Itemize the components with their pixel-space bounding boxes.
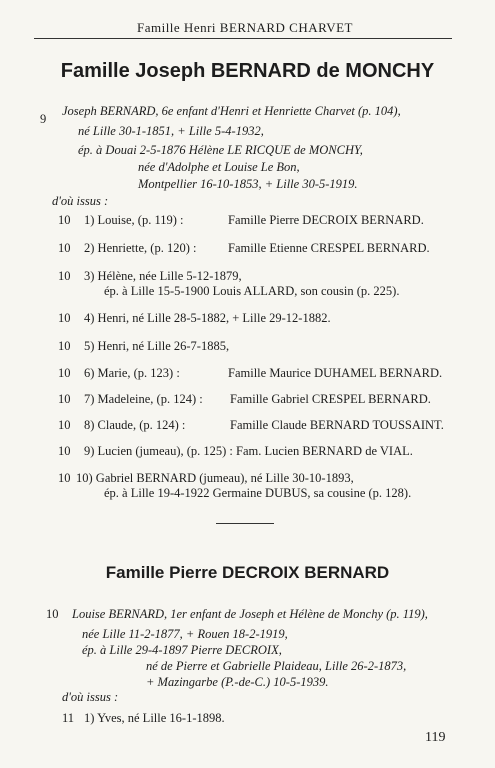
child-family-link: Famille Maurice DUHAMEL BERNARD. (228, 366, 443, 380)
header-rule (34, 38, 452, 39)
child-entry: 7) Madeleine, (p. 124) : (84, 392, 203, 406)
intro-line: Montpellier 16-10-1853, + Lille 30-5-1919. (138, 177, 358, 191)
intro-line: + Mazingarbe (P.-de-C.) 10-5-1939. (146, 675, 329, 689)
child-gen: 10 (58, 213, 71, 227)
intro-line: Louise BERNARD, 1er enfant de Joseph et Hélène de Monchy (p. 119), (72, 607, 428, 621)
child-entry: 2) Henriette, (p. 120) : (84, 241, 197, 255)
intro-line: né Lille 30-1-1851, + Lille 5-4-1932, (78, 124, 264, 138)
running-head: Famille Henri BERNARD CHARVET (136, 20, 354, 35)
child-gen: 10 (58, 444, 71, 458)
child-entry-line2: ép. à Lille 15-5-1900 Louis ALLARD, son cousin (p. 225). (104, 284, 400, 298)
intro-line: ép. à Douai 2-5-1876 Hélène LE RICQUE de MONCHY, (78, 143, 363, 157)
child-entry: 9) Lucien (jumeau), (p. 125) : Fam. Lucien BERNARD de VIAL. (84, 444, 413, 458)
intro-line: ép. à Lille 29-4-1897 Pierre DECROIX, (82, 643, 282, 657)
child-gen: 10 (58, 418, 71, 432)
child-entry: 4) Henri, né Lille 28-5-1882, + Lille 29-12-1882. (84, 311, 331, 325)
child-family-link: Famille Claude BERNARD TOUSSAINT. (230, 418, 444, 432)
intro-line: née d'Adolphe et Louise Le Bon, (138, 160, 300, 174)
child-entry: 1) Louise, (p. 119) : (84, 213, 184, 227)
child-gen: 10 (58, 269, 71, 283)
page-number: 119 (425, 730, 446, 745)
child-gen: 10 (58, 339, 71, 353)
child-entry-line2: ép. à Lille 19-4-1922 Germaine DUBUS, sa cousine (p. 128). (104, 486, 412, 500)
generation-number: 9 (40, 112, 47, 126)
section-divider (216, 523, 274, 524)
generation-number: 10 (46, 607, 59, 621)
child-gen: 10 (58, 471, 71, 485)
child-gen: 10 (58, 366, 71, 380)
child-family-link: Famille Pierre DECROIX BERNARD. (228, 213, 424, 227)
child-entry: 1) Yves, né Lille 16-1-1898. (84, 711, 225, 725)
child-gen: 10 (58, 241, 71, 255)
intro-line: né de Pierre et Gabrielle Plaideau, Lille 26-2-1873, (146, 659, 407, 673)
child-gen: 10 (58, 311, 71, 325)
child-gen: 10 (58, 392, 71, 406)
child-entry: 3) Hélène, née Lille 5-12-1879, (84, 269, 242, 283)
child-entry: 10) Gabriel BERNARD (jumeau), né Lille 30-10-1893, (76, 471, 354, 485)
intro-line: Joseph BERNARD, 6e enfant d'Henri et Henriette Charvet (p. 104), (62, 104, 401, 118)
intro-line: d'où issus : (62, 690, 119, 704)
intro-line: d'où issus : (52, 194, 109, 208)
intro-line: née Lille 11-2-1877, + Rouen 18-2-1919, (82, 627, 288, 641)
child-family-link: Famille Gabriel CRESPEL BERNARD. (230, 392, 431, 406)
section-title-joseph: Famille Joseph BERNARD de MONCHY (60, 60, 435, 82)
child-gen: 11 (62, 711, 75, 725)
child-family-link: Famille Etienne CRESPEL BERNARD. (228, 241, 430, 255)
child-entry: 5) Henri, né Lille 26-7-1885, (84, 339, 230, 353)
section-title-decroix: Famille Pierre DECROIX BERNARD (105, 563, 390, 582)
child-entry: 8) Claude, (p. 124) : (84, 418, 186, 432)
child-entry: 6) Marie, (p. 123) : (84, 366, 180, 380)
